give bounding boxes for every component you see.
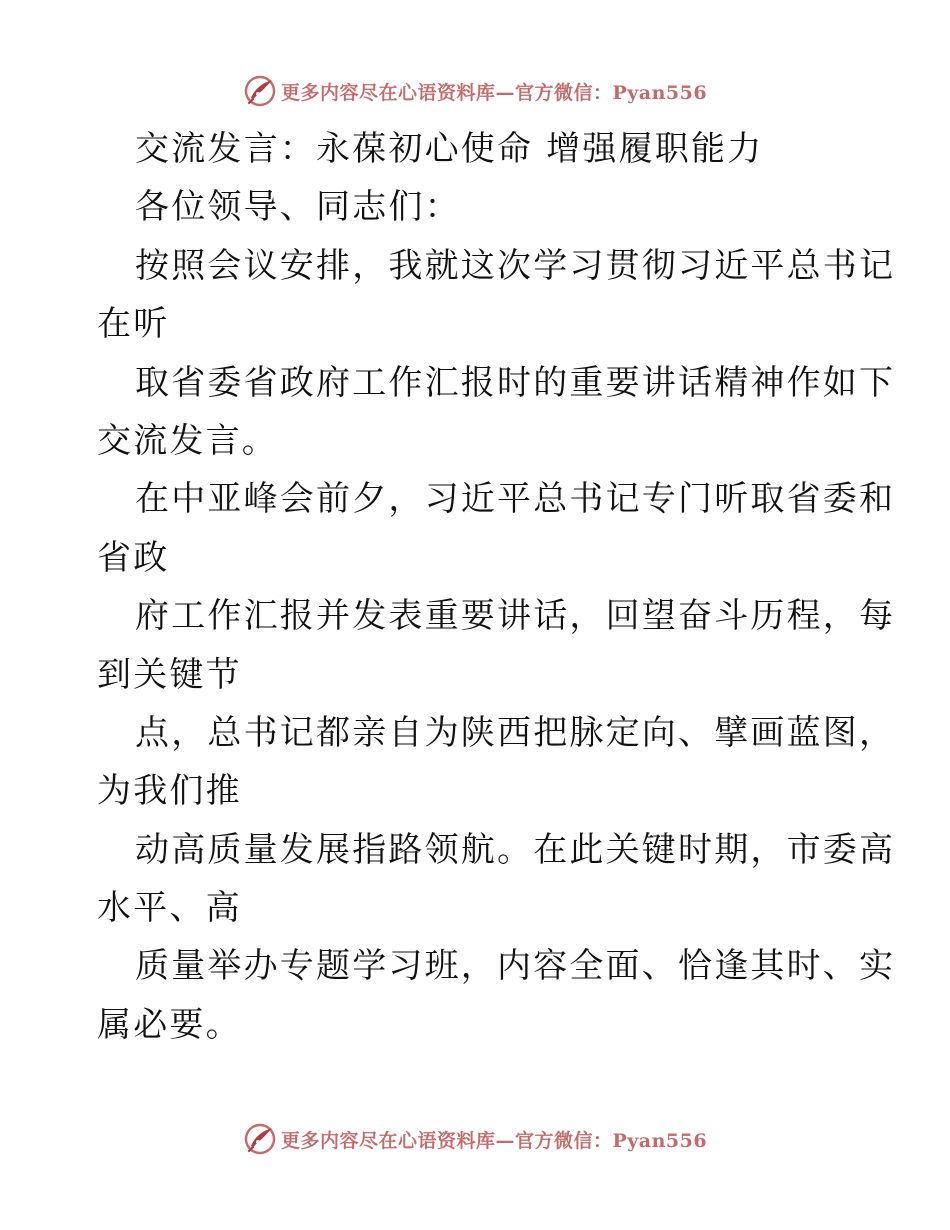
paragraph-line: 在中亚峰会前夕，习近平总书记专门听取省委和 (135, 479, 896, 520)
paragraph-line: 到关键节 (97, 654, 242, 695)
header-watermark-banner (0, 71, 950, 111)
paragraph-line: 交流发言。 (97, 420, 278, 461)
paragraph-line: 动高质量发展指路领航。在此关键时期，市委高 (135, 829, 896, 870)
header-watermark-text: 更多内容尽在心语资料库—官方微信：Pyan556 (280, 81, 708, 104)
footer-watermark-text: 更多内容尽在心语资料库—官方微信：Pyan556 (280, 1129, 708, 1152)
document-body (97, 120, 896, 1054)
pen-logo-icon (243, 74, 277, 108)
paragraph-line: 点，总书记都亲自为陕西把脉定向、擘画蓝图， (135, 712, 896, 753)
salutation: 各位领导、同志们： (135, 187, 461, 228)
paragraph-line: 为我们推 (97, 771, 242, 812)
document-title: 交流发言：永葆初心使命 增强履职能力 (135, 129, 764, 169)
paragraph-line: 按照会议安排，我就这次学习贯彻习近平总书记 (135, 245, 896, 286)
paragraph-line: 取省委省政府工作汇报时的重要讲话精神作如下 (135, 362, 896, 403)
paragraph-line: 在听 (97, 304, 170, 345)
paragraph-line: 省政 (97, 537, 170, 578)
footer-watermark-banner (0, 1119, 950, 1159)
paragraph-line: 府工作汇报并发表重要讲话，回望奋斗历程，每 (135, 596, 896, 637)
paragraph-line: 水平、高 (97, 888, 242, 929)
pen-logo-icon (243, 1122, 277, 1156)
paragraph-line: 质量举办专题学习班，内容全面、恰逢其时、实 (135, 946, 896, 987)
paragraph-line: 属必要。 (97, 1004, 242, 1045)
